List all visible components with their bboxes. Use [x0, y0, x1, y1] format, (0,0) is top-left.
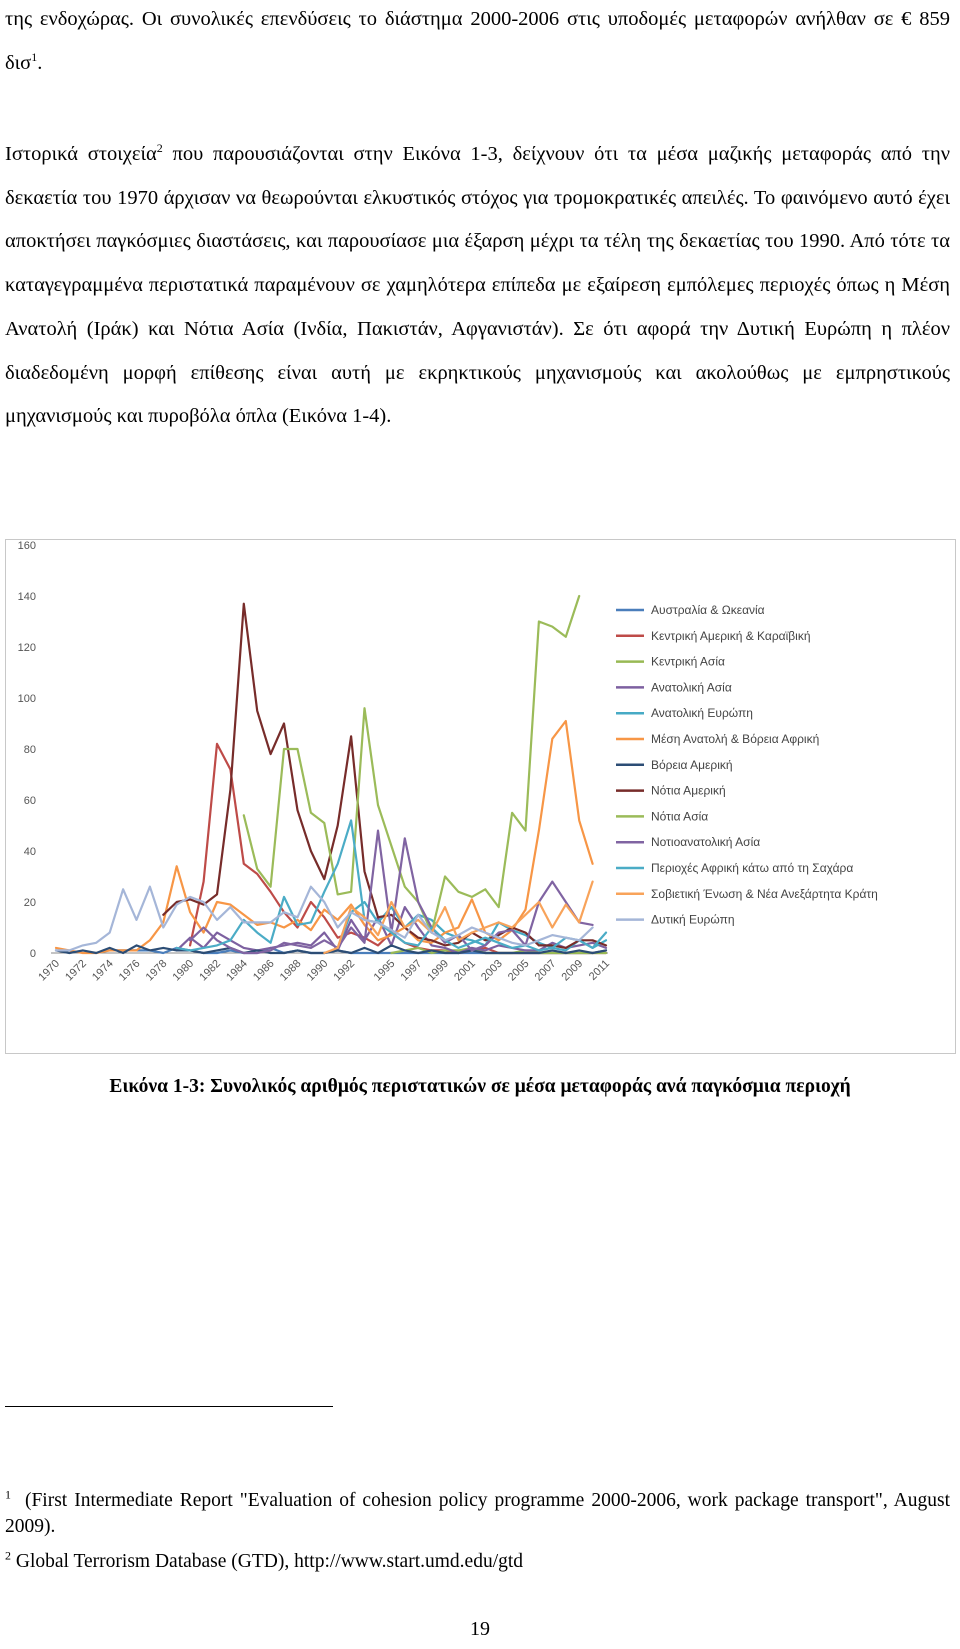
legend-label: Κεντρική Αμερική & Καραϊβική: [651, 628, 811, 643]
chart-figure: [5, 539, 956, 1054]
footnote-1-number: 1: [5, 1487, 11, 1502]
intro-end: .: [37, 51, 43, 74]
x-tick-label: 1999: [425, 957, 452, 984]
legend-label: Νοτιοανατολική Ασία: [651, 835, 761, 850]
x-tick-label: 2009: [559, 957, 586, 984]
intro-text: της ενδοχώρας. Οι συνολικές επενδύσεις το διάστημα 2000-2006 στις υποδομές μεταφορών ανήλθαν σε € 859 δισ: [5, 8, 950, 74]
legend-label: Δυτική Ευρώπη: [651, 912, 735, 927]
footnote-ref-2[interactable]: 2: [156, 141, 163, 156]
x-tick-label: 1972: [63, 957, 89, 984]
footnote-2: [5, 1549, 950, 1575]
legend-label: Αυστραλία & Ωκεανία: [651, 603, 765, 617]
x-tick-label: 1997: [398, 957, 425, 984]
x-axis: [36, 953, 612, 983]
footnote-1: [5, 1488, 950, 1540]
y-tick-label: 20: [23, 897, 36, 909]
x-tick-label: 2007: [532, 957, 559, 984]
x-tick-label: 2001: [452, 957, 478, 984]
legend-label: Μέση Ανατολή & Βόρεια Αφρική: [651, 732, 820, 746]
chart-legend: [616, 603, 878, 927]
legend-label: Περιοχές Αφρική κάτω από τη Σαχάρα: [651, 861, 854, 875]
legend-label: Ανατολική Ευρώπη: [651, 706, 753, 721]
x-tick-label: 1978: [143, 957, 170, 984]
y-tick-label: 160: [17, 540, 36, 552]
x-tick-label: 1986: [250, 957, 277, 984]
footnote-1-text: (First Intermediate Report "Evaluation of cohesion policy programme 2000-2006, work package transport", August 2009).: [5, 1490, 950, 1537]
legend-label: Νότια Αμερική: [651, 783, 726, 798]
y-tick-label: 0: [29, 948, 36, 960]
y-tick-label: 80: [23, 744, 36, 756]
series-line: [163, 604, 606, 948]
page-number: 19: [470, 1618, 490, 1640]
x-tick-label: 2005: [505, 957, 532, 984]
series-line: [244, 596, 579, 933]
figure-caption: Εικόνα 1-3: Συνολικός αριθμός περιστατικών σε μέσα μεταφοράς ανά παγκόσμια περιοχή: [109, 1076, 851, 1097]
legend-label: Ανατολική Ασία: [651, 680, 732, 695]
legend-label: Κεντρική Ασία: [651, 654, 725, 669]
y-tick-label: 120: [17, 642, 36, 654]
footnote-2-text: Global Terrorism Database (GTD), http://www.start.umd.edu/gtd: [15, 1551, 524, 1572]
x-tick-label: 1974: [89, 957, 116, 984]
legend-label: Νότια Ασία: [651, 809, 709, 824]
footnote-ref-1[interactable]: 1: [31, 49, 38, 64]
x-tick-label: 1995: [371, 957, 398, 984]
y-axis: [18, 540, 36, 960]
incidents-line-chart: [6, 540, 955, 1053]
x-tick-label: 1990: [304, 957, 331, 984]
body-text-rest: που παρουσιάζονται στην Εικόνα 1-3, δείχνουν ότι τα μέσα μαζικής μεταφοράς από την δεκαετία του 1970 άρχισαν να θεωρούνται ελκυστικός στόχος για τρομοκρατικές απειλές. Το φαινόμενο αυτό έχει αποκτήσει παγκόσμιες διαστάσεις, και παρουσίασε μια έξαρση μέχρι τα τέλη της δεκαετίας του 1990. Από τότε τα καταγεγραμμένα περιστατικά παραμένουν σε χαμηλότερα επίπεδα με εξαίρεση εμπόλεμες περιοχές όπως η Μέση Ανατολή (Ιράκ) και Νότια Ασία (Ινδία, Πακιστάν, Αφγανιστάν). Σε ότι αφορά την Δυτική Ευρώπη η πλέον διαδεδομένη μορφή επίθεσης είναι αυτή με εκρηκτικούς μηχανισμούς και ακολούθως με εμπρηστικούς μηχανισμούς και πυροβόλα όπλα (Εικόνα 1-4).: [5, 143, 950, 428]
x-tick-label: 1980: [170, 957, 197, 984]
legend-label: Σοβιετική Ένωση & Νέα Ανεξάρτητα Κράτη: [651, 886, 878, 901]
x-tick-label: 1982: [197, 957, 224, 984]
x-tick-label: 1984: [224, 957, 250, 984]
legend-label: Βόρεια Αμερική: [651, 757, 733, 772]
y-tick-label: 140: [17, 591, 36, 603]
x-tick-label: 1988: [277, 957, 304, 984]
x-tick-label: 2011: [586, 957, 613, 983]
series-lines: [56, 596, 606, 953]
body-paragraph: [5, 133, 950, 439]
y-tick-label: 100: [17, 693, 36, 705]
y-tick-label: 40: [23, 846, 36, 858]
y-tick-label: 60: [23, 795, 36, 807]
intro-paragraph: [5, 0, 950, 85]
x-tick-label: 1976: [116, 957, 143, 984]
body-text-start: Ιστορικά στοιχεία: [5, 143, 157, 165]
x-tick-label: 1970: [36, 957, 63, 984]
footnote-2-number: 2: [5, 1548, 11, 1563]
x-tick-label: 2003: [479, 957, 505, 984]
footnote-separator: [5, 1406, 333, 1407]
x-tick-label: 1992: [331, 957, 358, 984]
